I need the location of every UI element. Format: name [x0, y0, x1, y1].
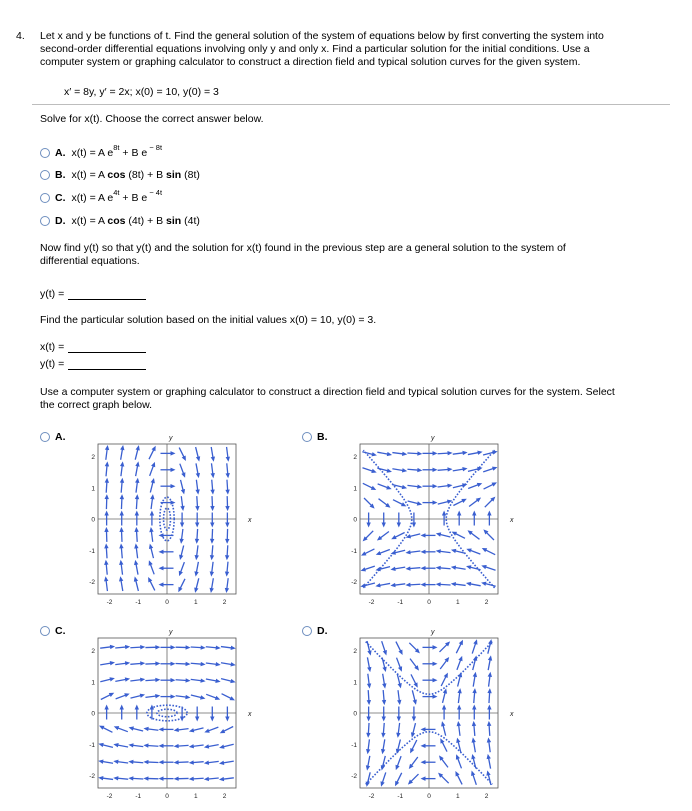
y-axis-label: y: [431, 435, 435, 442]
x-tick-label: 1: [455, 793, 460, 800]
y-tick-label: 2: [353, 648, 357, 655]
part4-line-2: the correct graph below.: [40, 399, 153, 411]
graph-letter-b: B.: [317, 431, 328, 443]
y-tick-label: -2: [89, 579, 95, 586]
x-tick-label: -2: [106, 599, 113, 606]
y-tick-label: 2: [91, 648, 95, 655]
radio-d[interactable]: [40, 216, 50, 226]
x-tick-label: 2: [222, 599, 227, 606]
direction-field-d: [332, 626, 532, 808]
x-axis-label: x: [248, 517, 252, 524]
radio-b[interactable]: [40, 170, 50, 180]
y-tick-label: -2: [351, 773, 357, 780]
x-tick-label: 0: [165, 793, 169, 800]
x-particular-label: x(t) =: [40, 341, 65, 353]
question-line-3: computer system or graphing calculator to construct a direction field and typical solution curves for the given system.: [40, 56, 581, 68]
y-tick-label: 0: [353, 710, 357, 718]
y-tick-label: 2: [353, 454, 357, 461]
y-particular-input[interactable]: [68, 358, 146, 370]
x-tick-label: -1: [135, 793, 142, 800]
question-line-2: second-order differential equations involving only y and only x. Find a particular solution for the initial conditions. Use a: [40, 43, 590, 55]
choice-c[interactable]: [40, 190, 162, 206]
x-tick-label: 2: [484, 793, 489, 800]
y-general-input[interactable]: [68, 288, 146, 300]
part3-prompt: Find the particular solution based on the initial values x(0) = 10, y(0) = 3.: [40, 314, 377, 326]
part2-line-2: differential equations.: [40, 255, 140, 267]
radio-a[interactable]: [40, 148, 50, 158]
x-tick-label: 1: [193, 793, 198, 800]
x-tick-label: -2: [368, 793, 375, 800]
x-axis-label: x: [510, 711, 514, 718]
graph-radio-d[interactable]: [302, 626, 312, 636]
y-tick-label: 1: [91, 679, 95, 687]
choice-a-letter: A.: [55, 147, 66, 159]
choice-b-letter: B.: [55, 169, 66, 181]
x-tick-label: 0: [427, 793, 431, 800]
direction-field-c: [70, 626, 270, 808]
radio-c[interactable]: [40, 193, 50, 203]
x-tick-label: 1: [455, 599, 460, 606]
choice-c-letter: C.: [55, 192, 66, 204]
graph-choice-b[interactable]: [302, 431, 334, 443]
x-tick-label: -1: [397, 599, 404, 606]
graph-letter-d: D.: [317, 625, 328, 637]
y-tick-label: 2: [91, 454, 95, 461]
x-tick-label: 0: [427, 599, 431, 606]
x-particular-input[interactable]: [68, 341, 146, 353]
choice-d-expression: x(t) = A cos (4t) + B sin (4t): [71, 215, 200, 227]
x-particular-answer[interactable]: [40, 341, 146, 353]
divider: [32, 104, 670, 105]
y-tick-label: 0: [353, 516, 357, 524]
y-axis-label: y: [431, 629, 435, 636]
y-axis-label: y: [169, 629, 173, 636]
direction-field-b: [332, 432, 532, 614]
choice-c-expression: x(t) = A $e^{4t} + B$ e $^{- 4t}$: [71, 188, 163, 204]
graph-letter-c: C.: [55, 625, 66, 637]
choice-b[interactable]: [40, 167, 200, 183]
part4-line-1: Use a computer system or graphing calculator to construct a direction field and typical solution curves for the system. Select: [40, 386, 615, 398]
y-general-label: y(t) =: [40, 288, 65, 300]
system-equations: x′ = 8y, y′ = 2x; x(0) = 10, y(0) = 3: [64, 86, 219, 98]
choice-a-expression: x(t) = A $e^{8t} + B$ e $^{- 8t}$: [71, 143, 163, 159]
y-tick-label: 0: [91, 710, 95, 718]
y-tick-label: -1: [89, 741, 95, 749]
part4-text: [40, 386, 615, 412]
y-tick-label: -1: [351, 741, 357, 749]
question-line-1: Let x and y be functions of t. Find the general solution of the system of equations below by first converting the system into: [40, 30, 604, 42]
graph-radio-a[interactable]: [40, 432, 50, 442]
x-tick-label: -1: [135, 599, 142, 606]
choice-b-expression: x(t) = A cos (8t) + B sin (8t): [71, 169, 200, 181]
y-general-answer[interactable]: [40, 288, 146, 300]
x-tick-label: -2: [368, 599, 375, 606]
y-tick-label: 1: [353, 485, 357, 493]
y-tick-label: 1: [91, 485, 95, 493]
graph-choice-c[interactable]: [40, 625, 72, 637]
choice-a[interactable]: [40, 145, 162, 161]
x-axis-label: x: [248, 711, 252, 718]
y-particular-answer[interactable]: [40, 358, 146, 370]
x-tick-label: -2: [106, 793, 113, 800]
y-tick-label: 1: [353, 679, 357, 687]
direction-field-a: [70, 432, 270, 614]
y-tick-label: 0: [91, 516, 95, 524]
choice-d[interactable]: [40, 213, 200, 229]
part2-line-1: Now find y(t) so that y(t) and the solution for x(t) found in the previous step are a general solution to the system of: [40, 242, 566, 254]
part2-text: [40, 242, 566, 268]
x-tick-label: -1: [397, 793, 404, 800]
part1-prompt: Solve for x(t). Choose the correct answer below.: [40, 113, 264, 125]
graph-radio-b[interactable]: [302, 432, 312, 442]
y-tick-label: -1: [351, 547, 357, 555]
x-tick-label: 2: [222, 793, 227, 800]
question-text: [40, 30, 670, 69]
choice-d-letter: D.: [55, 215, 66, 227]
x-tick-label: 0: [165, 599, 169, 606]
graph-choice-a[interactable]: [40, 431, 72, 443]
graph-choice-d[interactable]: [302, 625, 334, 637]
y-tick-label: -1: [89, 547, 95, 555]
graph-letter-a: A.: [55, 431, 66, 443]
y-tick-label: -2: [351, 579, 357, 586]
graph-radio-c[interactable]: [40, 626, 50, 636]
y-tick-label: -2: [89, 773, 95, 780]
x-tick-label: 1: [193, 599, 198, 606]
y-axis-label: y: [169, 435, 173, 442]
x-axis-label: x: [510, 517, 514, 524]
x-tick-label: 2: [484, 599, 489, 606]
y-particular-label: y(t) =: [40, 358, 65, 370]
question-number: 4.: [16, 30, 25, 42]
